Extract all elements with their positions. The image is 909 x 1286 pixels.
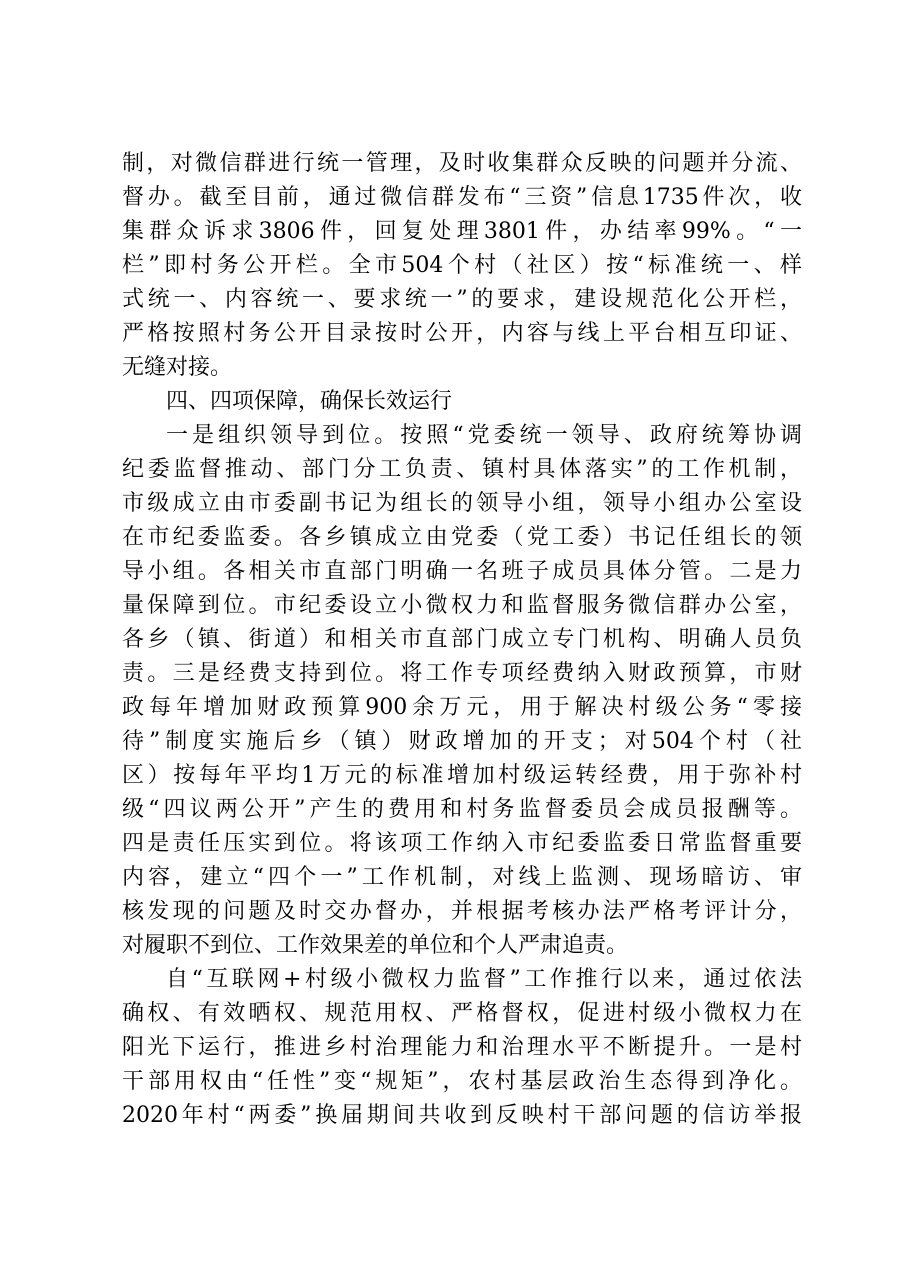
document-page [122, 147, 802, 1133]
text-line: 无缝对接。 [122, 355, 233, 380]
text-line: 量保障到位。市纪委设立小微权力和监督服务微信群办公室， [122, 593, 802, 618]
text-line: 阳光下运行，推进乡村治理能力和治理水平不断提升。一是村 [122, 1035, 802, 1060]
text-line: 政每年增加财政预算900余万元，用于解决村级公务“零接 [122, 695, 802, 720]
section-heading-4: 四、四项保障，确保长效运行 [166, 389, 453, 414]
text-line: 制，对微信群进行统一管理，及时收集群众反映的问题并分流、 [122, 151, 802, 176]
text-line: 导小组。各相关市直部门明确一名班子成员具体分管。二是力 [122, 559, 802, 584]
text-line: 自“互联网+村级小微权力监督”工作推行以来，通过依法 [166, 967, 802, 992]
text-line: 内容，建立“四个一”工作机制，对线上监测、现场暗访、审 [122, 865, 802, 890]
text-line: 对履职不到位、工作效果差的单位和个人严肃追责。 [122, 933, 629, 958]
text-line: 各乡（镇、街道）和相关市直部门成立专门机构、明确人员负 [122, 627, 802, 652]
text-line: 督办。截至目前，通过微信群发布“三资”信息1735件次，收 [122, 185, 802, 210]
paragraph-3 [122, 963, 802, 1133]
text-line: 干部用权由“任性”变“规矩”，农村基层政治生态得到净化。 [122, 1069, 802, 1094]
text-line: 式统一、内容统一、要求统一”的要求，建设规范化公开栏， [122, 287, 802, 312]
text-line: 栏”即村务公开栏。全市504个村（社区）按“标准统一、样 [122, 253, 802, 278]
text-line: 区）按每年平均1万元的标准增加村级运转经费，用于弥补村 [122, 763, 802, 788]
text-line: 在市纪委监委。各乡镇成立由党委（党工委）书记任组长的领 [122, 525, 802, 550]
text-line: 市级成立由市委副书记为组长的领导小组，领导小组办公室设 [122, 491, 802, 516]
text-line: 纪委监督推动、部门分工负责、镇村具体落实”的工作机制， [122, 457, 802, 482]
paragraph-2 [122, 419, 802, 963]
text-line: 2020年村“两委”换届期间共收到反映村干部问题的信访举报 [122, 1103, 802, 1128]
text-line: 确权、有效晒权、规范用权、严格督权，促进村级小微权力在 [122, 1001, 802, 1026]
text-line: 待”制度实施后乡（镇）财政增加的开支；对504个村（社 [122, 729, 802, 754]
text-line: 核发现的问题及时交办督办，并根据考核办法严格考评计分， [122, 899, 802, 924]
text-line: 级“四议两公开”产生的费用和村务监督委员会成员报酬等。 [122, 797, 802, 822]
text-line: 严格按照村务公开目录按时公开，内容与线上平台相互印证、 [122, 321, 802, 346]
text-line: 集群众诉求3806件，回复处理3801件，办结率99%。“一 [122, 219, 802, 244]
paragraph-1 [122, 147, 802, 385]
text-line: 四是责任压实到位。将该项工作纳入市纪委监委日常监督重要 [122, 831, 802, 856]
text-line: 一是组织领导到位。按照“党委统一领导、政府统筹协调 [166, 423, 802, 448]
text-line: 责。三是经费支持到位。将工作专项经费纳入财政预算，市财 [122, 661, 802, 686]
